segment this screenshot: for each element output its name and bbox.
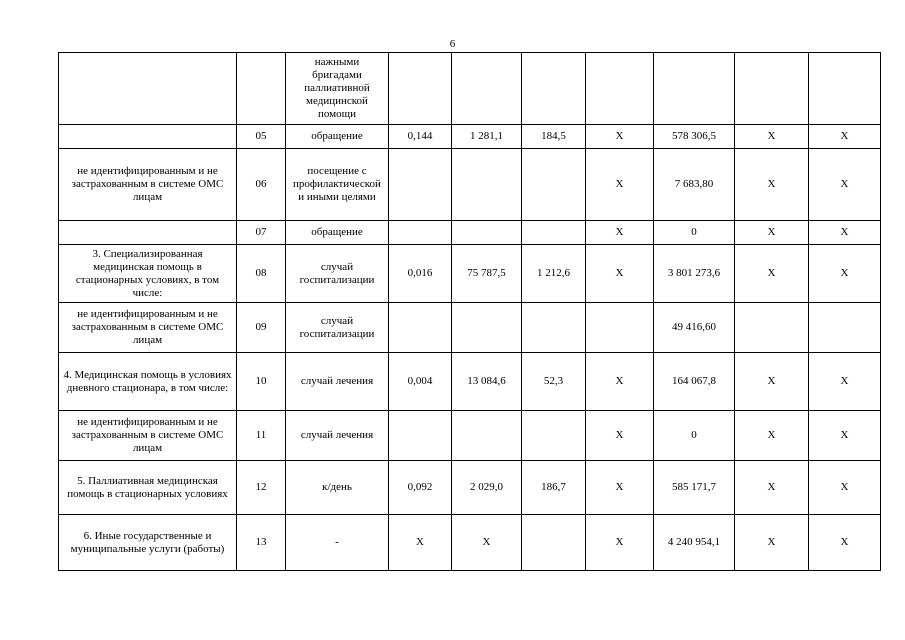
table-cell-code: 11 [237, 411, 286, 461]
table-row [59, 353, 881, 411]
table-row [59, 461, 881, 515]
table-cell-v7: Х [809, 221, 881, 245]
table-cell-v3: 184,5 [522, 125, 586, 149]
table-cell-code: 06 [237, 149, 286, 221]
table-cell-v3 [522, 515, 586, 571]
table-cell-v3 [522, 53, 586, 125]
page-number: 6 [449, 38, 456, 50]
table-cell-name: 5. Паллиативная медицинская помощь в стационарных условиях [59, 461, 237, 515]
table-cell-v2: 2 029,0 [452, 461, 522, 515]
table-cell-v4 [586, 303, 654, 353]
table-cell-v1 [389, 411, 452, 461]
table-cell-unit: случай госпитализации [286, 303, 389, 353]
table-cell-code: 08 [237, 245, 286, 303]
table-cell-v6: Х [735, 245, 809, 303]
table-cell-v5 [654, 53, 735, 125]
table-cell-v1: 0,092 [389, 461, 452, 515]
table-cell-v4: Х [586, 353, 654, 411]
data-table [58, 52, 881, 571]
table-cell-code: 09 [237, 303, 286, 353]
table-cell-v2: 75 787,5 [452, 245, 522, 303]
table-cell-v6: Х [735, 221, 809, 245]
table-cell-v4: Х [586, 149, 654, 221]
table-cell-v6 [735, 53, 809, 125]
table-cell-code: 05 [237, 125, 286, 149]
table-row [59, 303, 881, 353]
table-cell-v3 [522, 303, 586, 353]
table-cell-v1: 0,016 [389, 245, 452, 303]
table-cell-v5: 49 416,60 [654, 303, 735, 353]
table-cell-v6: Х [735, 461, 809, 515]
table-cell-code: 10 [237, 353, 286, 411]
table-cell-v3: 52,3 [522, 353, 586, 411]
table-cell-unit: к/день [286, 461, 389, 515]
table-cell-name [59, 125, 237, 149]
table-cell-v3 [522, 411, 586, 461]
table-cell-v7: Х [809, 149, 881, 221]
table-cell-v4: Х [586, 125, 654, 149]
table-cell-v1 [389, 53, 452, 125]
table-cell-v7 [809, 53, 881, 125]
table-cell-unit: посещение с профилактической и иными целями [286, 149, 389, 221]
table-row [59, 515, 881, 571]
table-cell-v2 [452, 221, 522, 245]
table-cell-v1 [389, 303, 452, 353]
table-cell-v1: 0,144 [389, 125, 452, 149]
table-body [59, 53, 881, 571]
table-cell-v2 [452, 149, 522, 221]
table-cell-v6: Х [735, 515, 809, 571]
table-cell-unit: обращение [286, 221, 389, 245]
table-cell-v7: Х [809, 125, 881, 149]
table-cell-code: 12 [237, 461, 286, 515]
table-cell-v5: 3 801 273,6 [654, 245, 735, 303]
table-cell-unit: случай госпитализации [286, 245, 389, 303]
table-cell-v4: Х [586, 515, 654, 571]
table-cell-unit: случай лечения [286, 353, 389, 411]
table-cell-v6: Х [735, 149, 809, 221]
table-cell-v6 [735, 303, 809, 353]
table-cell-unit: нажными бригадами паллиативной медицинской помощи [286, 53, 389, 125]
table-row [59, 411, 881, 461]
table-row [59, 149, 881, 221]
table-cell-name: 3. Специализированная медицинская помощь в стационарных условиях, в том числе: [59, 245, 237, 303]
table-cell-v6: Х [735, 353, 809, 411]
table-cell-v3: 186,7 [522, 461, 586, 515]
table-cell-v7 [809, 303, 881, 353]
table-cell-v4: Х [586, 411, 654, 461]
table-cell-v1: 0,004 [389, 353, 452, 411]
table-cell-name: не идентифицированным и не застрахованным в системе ОМС лицам [59, 411, 237, 461]
table-cell-v5: 578 306,5 [654, 125, 735, 149]
table-cell-v7: Х [809, 245, 881, 303]
table-cell-v6: Х [735, 411, 809, 461]
table-cell-name: 4. Медицинская помощь в условиях дневного стационара, в том числе: [59, 353, 237, 411]
table-cell-v7: Х [809, 461, 881, 515]
table-cell-v5: 585 171,7 [654, 461, 735, 515]
table-cell-code [237, 53, 286, 125]
table-cell-v2 [452, 303, 522, 353]
table-cell-v2: Х [452, 515, 522, 571]
table-cell-unit: - [286, 515, 389, 571]
table-cell-v7: Х [809, 411, 881, 461]
table-cell-v5: 7 683,80 [654, 149, 735, 221]
table-cell-v3 [522, 149, 586, 221]
table-row [59, 245, 881, 303]
table-cell-v5: 164 067,8 [654, 353, 735, 411]
table-cell-v4: Х [586, 245, 654, 303]
table-row [59, 53, 881, 125]
table-cell-unit: случай лечения [286, 411, 389, 461]
table-cell-v5: 0 [654, 221, 735, 245]
table-row [59, 221, 881, 245]
table-cell-v7: Х [809, 353, 881, 411]
table-cell-name: не идентифицированным и не застрахованным в системе ОМС лицам [59, 303, 237, 353]
table-cell-v4: Х [586, 461, 654, 515]
table-cell-v5: 0 [654, 411, 735, 461]
table-cell-v3 [522, 221, 586, 245]
table-row [59, 125, 881, 149]
table-cell-v6: Х [735, 125, 809, 149]
table-cell-name: не идентифицированным и не застрахованным в системе ОМС лицам [59, 149, 237, 221]
table-cell-v4: Х [586, 221, 654, 245]
table-cell-name: 6. Иные государственные и муниципальные услуги (работы) [59, 515, 237, 571]
table-cell-code: 07 [237, 221, 286, 245]
table-cell-code: 13 [237, 515, 286, 571]
table-cell-v3: 1 212,6 [522, 245, 586, 303]
table-cell-v2 [452, 53, 522, 125]
table-cell-v1 [389, 149, 452, 221]
table-cell-v2: 13 084,6 [452, 353, 522, 411]
table-cell-v5: 4 240 954,1 [654, 515, 735, 571]
table-cell-v2: 1 281,1 [452, 125, 522, 149]
table-cell-name [59, 53, 237, 125]
table-cell-unit: обращение [286, 125, 389, 149]
table-cell-v1: Х [389, 515, 452, 571]
table-cell-v7: Х [809, 515, 881, 571]
table-cell-name [59, 221, 237, 245]
table-cell-v1 [389, 221, 452, 245]
table-cell-v4 [586, 53, 654, 125]
table-cell-v2 [452, 411, 522, 461]
